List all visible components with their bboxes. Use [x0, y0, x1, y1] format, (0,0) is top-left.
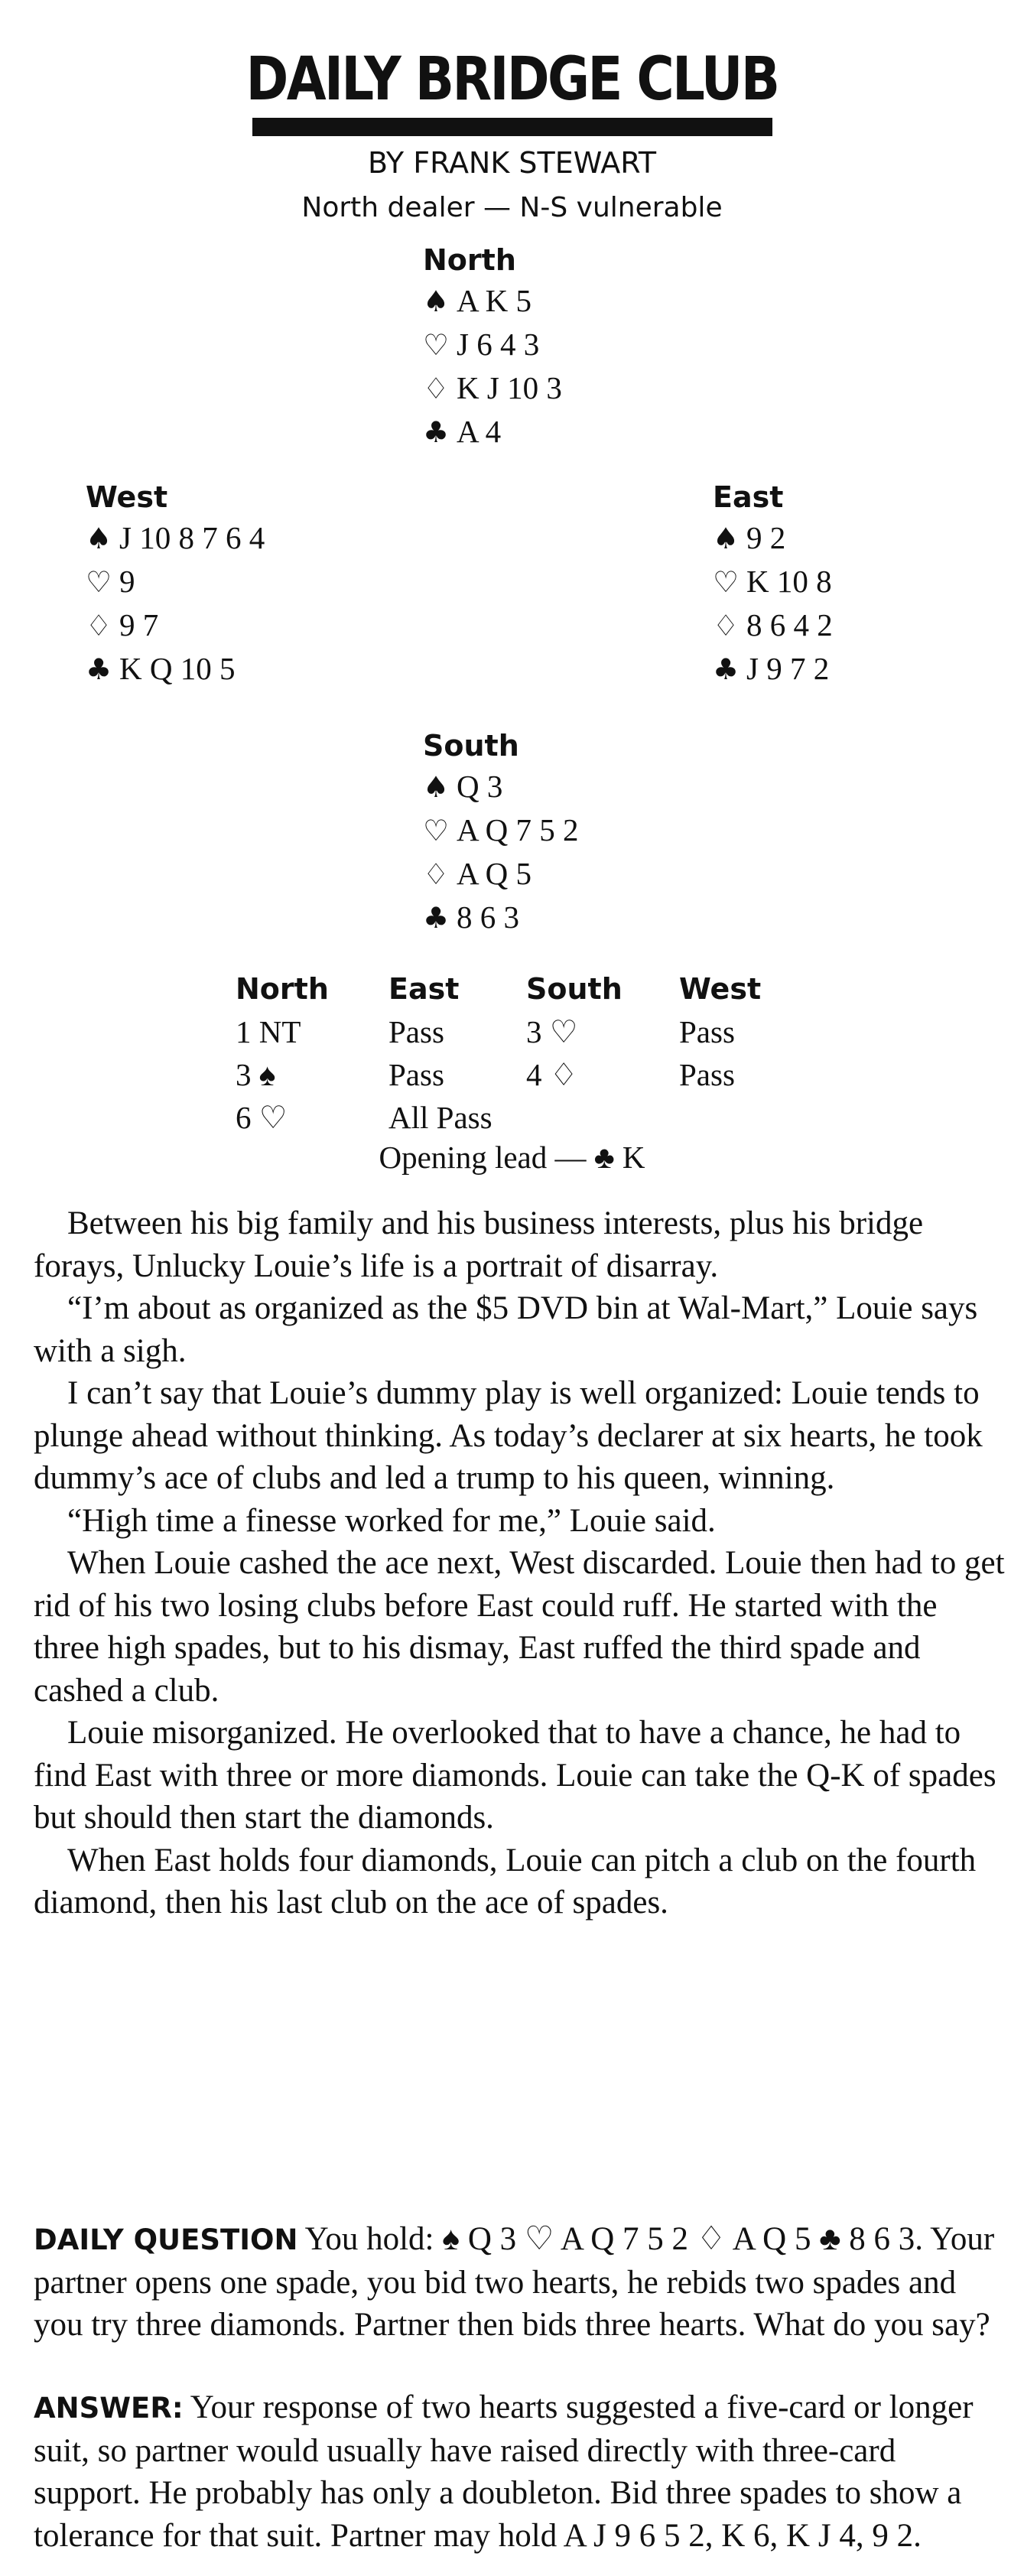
- clubs-cards: A 4: [457, 414, 502, 449]
- article-paragraph: When Louie cashed the ace next, West discarded. Louie then had to get rid of his two losing clubs before East could ruff. He started with the three high spades, but to his dismay, East ruffed the third spade and cashed a club.: [34, 1545, 1005, 1709]
- diamond-icon: ♢: [423, 857, 450, 891]
- opening-lead: Opening lead — ♣ K: [379, 1140, 645, 1175]
- spades-row: [86, 516, 265, 560]
- auction-header-row: [236, 968, 832, 1010]
- clubs-cards: K Q 10 5: [119, 651, 236, 686]
- auction-header: North: [236, 972, 329, 1006]
- north-hand: [423, 241, 562, 454]
- article-paragraph: “High time a finesse worked for me,” Louie said.: [67, 1502, 716, 1539]
- hearts-row: [423, 323, 562, 366]
- diamonds-row: [423, 852, 578, 896]
- clubs-cards: J 9 7 2: [746, 651, 830, 686]
- auction-table: [236, 968, 832, 1139]
- auction-row: [236, 1010, 832, 1053]
- auction-bid: Pass: [388, 1014, 444, 1049]
- article-paragraph: Louie misorganized. He overlooked that to have a chance, he had to find East with three or more diamonds. Louie can take the Q-K of spades but should then start the diamonds.: [34, 1715, 996, 1836]
- byline: BY FRANK STEWART: [367, 146, 657, 180]
- heart-icon: ♡: [86, 565, 112, 599]
- spades-cards: A K 5: [457, 283, 532, 318]
- spade-icon: ♠: [86, 522, 112, 555]
- diamond-icon: ♢: [423, 372, 450, 405]
- auction-bid: Pass: [679, 1057, 735, 1092]
- auction-bid: 3 ♡: [526, 1014, 578, 1049]
- east-hand: [713, 478, 833, 691]
- auction-bid: 6 ♡: [236, 1100, 288, 1135]
- column-title: DAILY BRIDGE CLUB: [245, 45, 779, 114]
- clubs-row: [423, 896, 578, 939]
- club-icon: ♣: [423, 901, 450, 935]
- auction-bid: 3 ♠: [236, 1057, 276, 1092]
- clubs-cards: 8 6 3: [457, 899, 519, 935]
- hearts-row: [423, 808, 578, 852]
- hand-name: East: [713, 480, 784, 514]
- question-text: You hold: ♠ Q 3 ♡ A Q 7 5 2 ♢ A Q 5 ♣ 8 6 3. Your partner opens one spade, you bid two hearts, he rebids two spades and you try three diamonds. Partner then bids three hearts. What do you say?: [34, 2221, 995, 2343]
- answer: [34, 2386, 1005, 2557]
- article-body: [34, 1202, 1005, 1924]
- heart-icon: ♡: [423, 814, 450, 847]
- daily-question: [34, 2218, 1005, 2347]
- article-paragraph: I can’t say that Louie’s dummy play is well organized: Louie tends to plunge ahead without thinking. As today’s declarer at six hearts, he took dummy’s ace of clubs and led a trump to his queen, winning.: [34, 1375, 983, 1496]
- auction-bid: Pass: [388, 1057, 444, 1092]
- club-icon: ♣: [713, 652, 740, 686]
- auction-bid: Pass: [679, 1014, 735, 1049]
- clubs-row: [423, 410, 562, 454]
- auction-header: East: [388, 972, 460, 1006]
- diamonds-cards: A Q 5: [457, 856, 532, 891]
- spade-icon: ♠: [423, 770, 450, 804]
- hearts-cards: 9: [119, 564, 135, 599]
- dealer-line: North dealer — N-S vulnerable: [301, 192, 723, 223]
- diamonds-cards: 9 7: [119, 607, 159, 642]
- diamonds-cards: K J 10 3: [457, 370, 562, 405]
- diamond-icon: ♢: [713, 609, 740, 642]
- article-paragraph: When East holds four diamonds, Louie can pitch a club on the fourth diamond, then his last club on the ace of spades.: [34, 1842, 977, 1921]
- article-paragraph: Between his big family and his business interests, plus his bridge forays, Unlucky Louie’s life is a portrait of disarray.: [34, 1205, 924, 1284]
- spades-row: [423, 765, 578, 808]
- diamond-icon: ♢: [86, 609, 112, 642]
- club-icon: ♣: [423, 415, 450, 449]
- auction-row: [236, 1053, 832, 1096]
- spades-cards: Q 3: [457, 769, 503, 804]
- diamonds-row: [423, 366, 562, 410]
- auction-bid: 4 ♢: [526, 1057, 578, 1092]
- question-label: DAILY QUESTION: [34, 2223, 298, 2256]
- diamonds-cards: 8 6 4 2: [746, 607, 833, 642]
- hearts-row: [713, 560, 833, 603]
- answer-text: Your response of two hearts suggested a five-card or longer suit, so partner would usually have raised directly with three-card support. He probably has only a doubleton. Bid three spades to show a tolerance for that suit. Partner may hold A J 9 6 5 2, K 6, K J 4, 9 2.: [34, 2389, 974, 2554]
- hand-name: West: [86, 480, 168, 514]
- spades-cards: 9 2: [746, 520, 786, 555]
- clubs-row: [86, 647, 265, 691]
- hand-name: South: [423, 729, 519, 763]
- hearts-cards: A Q 7 5 2: [457, 812, 579, 847]
- hand-name: North: [423, 243, 516, 277]
- hearts-cards: K 10 8: [746, 564, 832, 599]
- article-paragraph: “I’m about as organized as the $5 DVD bin at Wal-Mart,” Louie says with a sigh.: [34, 1290, 978, 1369]
- hearts-row: [86, 560, 265, 603]
- answer-label: ANSWER:: [34, 2392, 184, 2425]
- spades-cards: J 10 8 7 6 4: [119, 520, 265, 555]
- heart-icon: ♡: [713, 565, 740, 599]
- auction-bid: All Pass: [388, 1100, 492, 1135]
- south-hand: [423, 727, 578, 939]
- diamonds-row: [713, 603, 833, 647]
- spade-icon: ♠: [713, 522, 740, 555]
- auction-bid: 1 NT: [236, 1014, 301, 1049]
- auction-header: West: [679, 972, 762, 1006]
- west-hand: [86, 478, 265, 691]
- clubs-row: [713, 647, 833, 691]
- diamonds-row: [86, 603, 265, 647]
- auction-header: South: [526, 972, 623, 1006]
- auction-row: [236, 1096, 832, 1139]
- hearts-cards: J 6 4 3: [457, 327, 540, 362]
- spades-row: [713, 516, 833, 560]
- spade-icon: ♠: [423, 285, 450, 318]
- spades-row: [423, 279, 562, 323]
- title-rule: [252, 118, 772, 136]
- club-icon: ♣: [86, 652, 112, 686]
- heart-icon: ♡: [423, 328, 450, 362]
